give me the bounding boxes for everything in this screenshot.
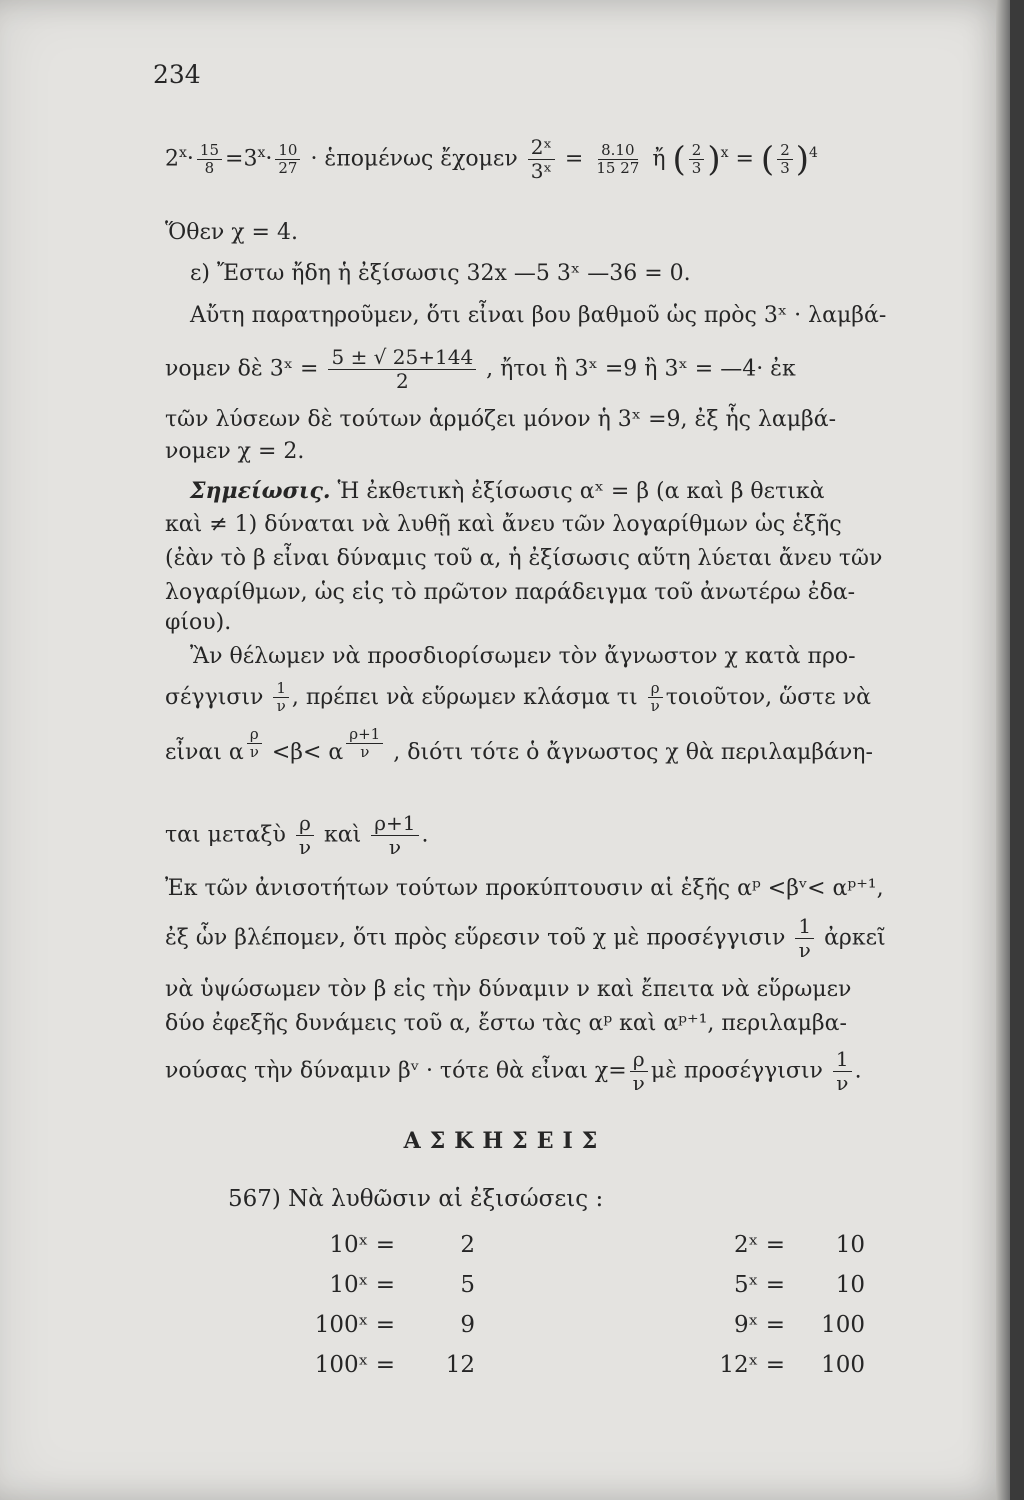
text-line-12: φίου). bbox=[165, 610, 232, 635]
base-2: 2 bbox=[165, 146, 179, 172]
exercise-right-2: 5ˣ = 10 bbox=[734, 1272, 865, 1298]
text-line-11: λογαρίθμων, ὡς εἰς τὸ πρῶτον παράδειγμα τοῦ ἀνωτέρω ἐδα- bbox=[165, 580, 856, 605]
fraction-2-3-b: $\frac{2}{3}$ bbox=[777, 142, 793, 178]
text-line-15: εἶναι α $\frac{\rho}{\nu}$ <β< α $\frac{\rho+1}{\nu}$ , διότι τότε ὁ ἄγνωστος χ θὰ περιλαμβάνη- bbox=[165, 725, 873, 765]
page-edge-shadow bbox=[996, 0, 1010, 1500]
fraction-810-1527: $\frac{8.10}{15 27}$ bbox=[596, 140, 640, 177]
text-line-17: Ἐκ τῶν ἀνισοτήτων τούτων προκύπτουσιν αἱ ἑξῆς αᵖ <βᵛ< αᵖ⁺¹, bbox=[165, 876, 884, 901]
text-line-16: ται μεταξὺ $\frac{\rho}{\nu}$ καὶ $\frac{\rho+1}{\nu}$ . bbox=[165, 811, 429, 859]
text-line-2: Ὅθεν χ = 4. bbox=[165, 220, 298, 245]
text-line-18: ἐξ ὧν βλέπομεν, ὅτι πρὸς εὕρεσιν τοῦ χ μὲ προσέγγισιν $\frac{1}{\nu}$ ἀρκεῖ bbox=[165, 914, 886, 962]
text-line-6: τῶν λύσεων δὲ τούτων ἁρμόζει μόνον ἡ 3ˣ =9, ἐξ ἧς λαμβά- bbox=[165, 407, 837, 432]
equation-line-5: νομεν δὲ 3ˣ = $\frac{5 \pm √ 25+144}{2}$ , ἤτοι ἢ 3ˣ =9 ἢ 3ˣ = —4· ἐκ bbox=[165, 345, 796, 393]
exercise-right-3: 9ˣ = 100 bbox=[734, 1312, 865, 1338]
text-line-10: (ἐὰν τὸ β εἶναι δύναμις τοῦ α, ἡ ἐξίσωσις αὕτη λύεται ἄνευ τῶν bbox=[165, 546, 883, 571]
exercise-left-2: 10ˣ = 5 bbox=[329, 1272, 475, 1298]
equation-line-1: $2^x\cdot$ $\frac{15}{8}$ $=3^x\cdot$ $\frac{10}{27}$ · ἑπομένως ἔχομεν $\frac{\text{2ˣ}}{\text{3ˣ}}$ = $\frac{8.10}{15 27}$ ἤ ( $\frac{2}{3}$ )$^x$ = ( $\frac{2}{3}$ )$^4$ bbox=[165, 135, 818, 183]
text-line-13: Ἂν θέλωμεν νὰ προσδιορίσωμεν τὸν ἄγνωστον χ κατὰ προ- bbox=[190, 644, 856, 669]
exercise-left-3: 100ˣ = 9 bbox=[314, 1312, 475, 1338]
text-line-14: σέγγισιν $\frac{1}{\nu}$ , πρέπει νὰ εὕρωμεν κλάσμα τι $\frac{\rho}{\nu}$ τοιοῦτον, ὥστε νὰ bbox=[165, 679, 871, 716]
text-line-7: νομεν χ = 2. bbox=[165, 439, 305, 464]
exercise-right-4: 12ˣ = 100 bbox=[719, 1352, 865, 1378]
text-line-8: Σημείωσις. Ἡ ἐκθετικὴ ἐξίσωσις αˣ = β (α καὶ β θετικὰ bbox=[190, 478, 825, 504]
text-line-20: δύο ἐφεξῆς δυνάμεις τοῦ α, ἔστω τὰς αᵖ καὶ αᵖ⁺¹, περιλαμβα- bbox=[165, 1011, 847, 1036]
exercise-left-4: 100ˣ = 12 bbox=[314, 1352, 475, 1378]
fraction-2-3: $\frac{2}{3}$ bbox=[689, 142, 705, 178]
text-line-9: καὶ ≠ 1) δύναται νὰ λυθῇ καὶ ἄνευ τῶν λογαρίθμων ὡς ἑξῆς bbox=[165, 512, 842, 537]
text-line-4: Αὔτη παρατηροῦμεν, ὅτι εἶναι βου βαθμοῦ ὡς πρὸς 3ˣ · λαμβά- bbox=[190, 303, 887, 328]
fraction-15-8: $\frac{15}{8}$ bbox=[197, 142, 222, 178]
text-line-19: νὰ ὑψώσωμεν τὸν β εἰς τὴν δύναμιν ν καὶ ἔπειτα νὰ εὕρωμεν bbox=[165, 977, 852, 1002]
exp-x: x bbox=[179, 145, 187, 162]
page-number: 234 bbox=[153, 60, 201, 89]
fraction-10-27: $\frac{10}{27}$ bbox=[275, 142, 300, 178]
exercises-heading: ΑΣΚΗΣΕΙΣ bbox=[403, 1128, 607, 1154]
exercise-right-1: 2ˣ = 10 bbox=[734, 1232, 865, 1258]
exercise-left-1: 10ˣ = 2 bbox=[329, 1232, 475, 1258]
exercise-intro: 567) Νὰ λυθῶσιν αἱ ἐξισώσεις : bbox=[228, 1186, 604, 1212]
quadratic-fraction: $\frac{5 \pm √ 25+144}{2}$ bbox=[328, 346, 476, 393]
fraction-2x-3x: $\frac{\text{2ˣ}}{\text{3ˣ}}$ bbox=[528, 136, 555, 183]
text-line-21: νούσας τὴν δύναμιν βᵛ · τότε θὰ εἶναι χ= $\frac{\rho}{\nu}$ μὲ προσέγγισιν $\frac{1}{\nu}$ . bbox=[165, 1047, 862, 1095]
text-hence: · ἑπομένως ἔχομεν bbox=[310, 146, 518, 172]
text-line-3: ε) Ἔστω ἤδη ἡ ἐξίσωσις 32x —5 3ˣ —36 = 0. bbox=[190, 261, 691, 286]
remark-heading: Σημείωσις. bbox=[190, 478, 331, 504]
